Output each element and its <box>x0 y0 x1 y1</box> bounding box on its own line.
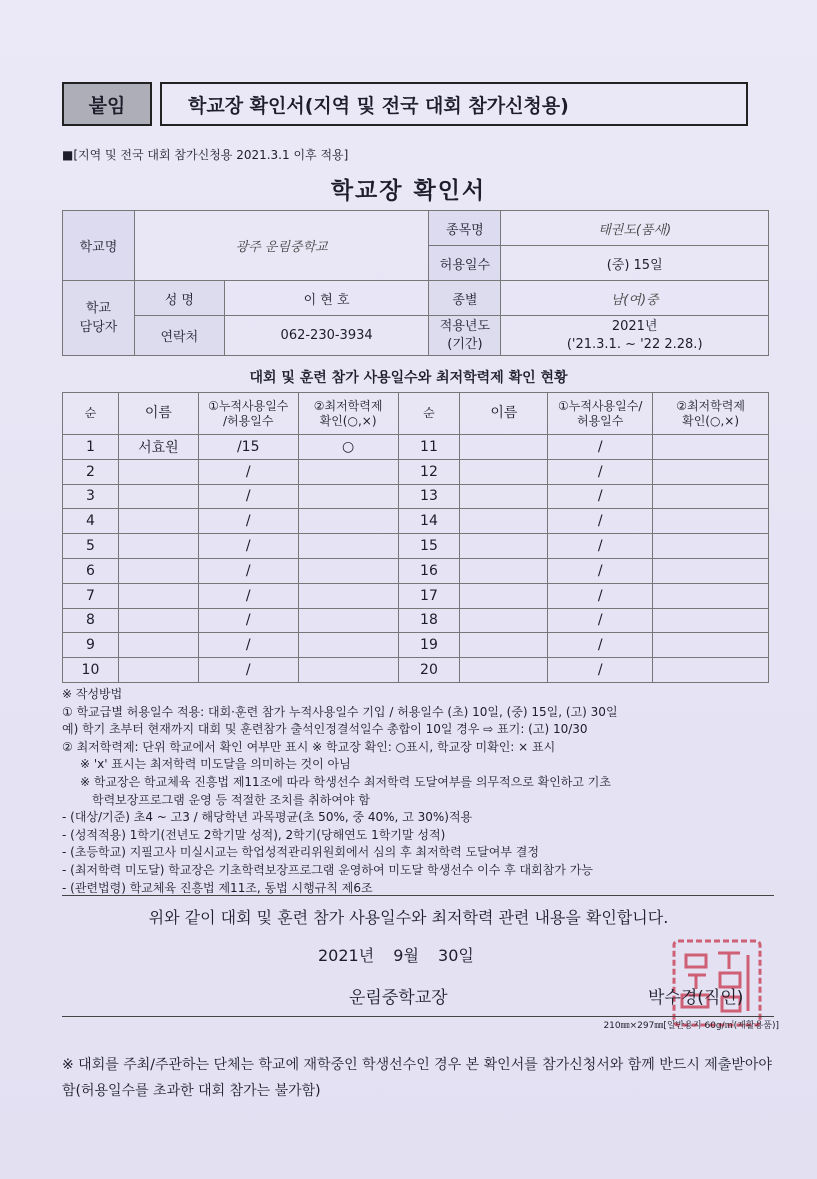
student-name <box>118 583 198 608</box>
date-month: 9월 <box>393 946 419 965</box>
school-info-table <box>62 210 769 356</box>
col-header-name-2: 이름 <box>460 393 548 435</box>
table-row <box>63 658 769 683</box>
row-number: 1 <box>63 435 119 460</box>
academic-check <box>653 484 769 509</box>
row-number: 16 <box>398 558 460 583</box>
paper-size-note: 210㎜×297㎜[일반용지 60g/㎡(재활용품)] <box>603 1021 779 1031</box>
days-used: / <box>548 558 653 583</box>
document-header-title: 학교장 확인서(지역 및 전국 대회 참가신청용) <box>160 82 748 126</box>
student-name <box>460 633 548 658</box>
academic-check <box>653 558 769 583</box>
table-row <box>63 509 769 534</box>
academic-check <box>653 658 769 683</box>
student-name: 서효원 <box>118 435 198 460</box>
applicability-note: ■[지역 및 전국 대회 참가신청용 2021.3.1 이후 적용] <box>62 148 349 162</box>
days-used: / <box>548 459 653 484</box>
row-number: 10 <box>63 658 119 683</box>
row-number: 7 <box>63 583 119 608</box>
days-used: / <box>198 534 298 559</box>
academic-check <box>298 658 398 683</box>
days-used: / <box>198 608 298 633</box>
row-number: 11 <box>398 435 460 460</box>
academic-check <box>653 633 769 658</box>
school-label: 학교명 <box>63 211 135 281</box>
row-number: 17 <box>398 583 460 608</box>
table-row <box>63 633 769 658</box>
table-row <box>63 558 769 583</box>
days-used: / <box>198 558 298 583</box>
year-cell <box>501 316 769 356</box>
attachment-label: 붙임 <box>62 82 152 126</box>
row-number: 5 <box>63 534 119 559</box>
school-head-title: 운림중학교장 <box>349 988 448 1008</box>
academic-check <box>298 534 398 559</box>
academic-check <box>298 459 398 484</box>
student-name <box>460 583 548 608</box>
student-name <box>118 633 198 658</box>
days-used: / <box>548 658 653 683</box>
event-label: 종목명 <box>429 211 501 246</box>
instruction-line: - (대상/기준) 초4 ~ 고3 / 해당학년 과목평균(초 50%, 중 40%, 고 30%)적용 <box>62 810 473 825</box>
student-name <box>118 509 198 534</box>
academic-check <box>298 558 398 583</box>
col-header-days-2: ①누적사용일수/ 허용일수 <box>548 393 653 435</box>
academic-check <box>298 608 398 633</box>
col-header-check-2: ②최저학력제 확인(○,×) <box>653 393 769 435</box>
confirmation-statement: 위와 같이 대회 및 훈련 참가 사용일수와 최저학력 관련 내용을 확인합니다. <box>148 908 669 927</box>
row-number: 9 <box>63 633 119 658</box>
instruction-line: - (관련법령) 학교체육 진흥법 제11조, 동법 시행규칙 제6조 <box>62 880 373 895</box>
category-value: 남(여)중 <box>501 281 769 316</box>
days-used: / <box>198 509 298 534</box>
academic-check <box>298 583 398 608</box>
instruction-line: - (초등학교) 지필고사 미실시교는 학업성적관리위원회에서 심의 후 최저학력 도달여부 결정 <box>62 845 539 860</box>
year-period: ('21.3.1. ~ '22 2.28.) <box>566 336 703 352</box>
footer-notice: ※ 대회를 주최/주관하는 단체는 학교에 재학중인 학생선수인 경우 본 확인서를 참가신청서와 함께 반드시 제출받아야 함(허용일수를 초과한 대회 참가는 불가함) <box>62 1057 772 1099</box>
usage-check-table <box>62 392 769 683</box>
date-day: 30일 <box>438 946 474 965</box>
col-header-days: ①누적사용일수 /허용일수 <box>198 393 298 435</box>
instruction-line: ① 학교급별 허용일수 적용: 대회·훈련 참가 누적사용일수 기입 / 허용일수 (초) 10일, (중) 15일, (고) 30일 <box>62 704 618 719</box>
col-header-check: ②최저학력제 확인(○,×) <box>298 393 398 435</box>
allowed-days-label: 허용일수 <box>429 246 501 281</box>
days-used: / <box>198 583 298 608</box>
contact-label: 연락처 <box>134 316 224 356</box>
days-used: / <box>198 484 298 509</box>
days-used: / <box>548 435 653 460</box>
row-number: 14 <box>398 509 460 534</box>
col-header-name: 이름 <box>118 393 198 435</box>
instruction-line: 학력보장프로그램 운영 등 적절한 조치를 취하여야 함 <box>92 792 370 807</box>
row-number: 2 <box>63 459 119 484</box>
section-title: 대회 및 훈련 참가 사용일수와 최저학력제 확인 현황 <box>249 370 568 386</box>
days-used: / <box>548 534 653 559</box>
name-label: 성 명 <box>134 281 224 316</box>
student-name <box>460 509 548 534</box>
academic-check <box>653 435 769 460</box>
table-row <box>63 608 769 633</box>
row-number: 15 <box>398 534 460 559</box>
academic-check <box>653 534 769 559</box>
instruction-line: - (최저학력 미도달) 학교장은 기초학력보장프로그램 운영하여 미도달 학생선수 이수 후 대회참가 가능 <box>62 862 593 877</box>
student-name <box>118 459 198 484</box>
event-value: 태권도(품새) <box>501 211 769 246</box>
year-value: 2021년 <box>611 318 658 334</box>
allowed-days-value: (중) 15일 <box>501 246 769 281</box>
instruction-line: 예) 학기 초부터 현재까지 대회 및 훈련참가 출석인정결석일수 총합이 10일 경우 ⇨ 표기: (고) 10/30 <box>62 722 588 737</box>
name-value: 이 현 호 <box>224 281 429 316</box>
student-name <box>118 608 198 633</box>
row-number: 4 <box>63 509 119 534</box>
instruction-line: ※ 작성방법 <box>62 687 123 701</box>
row-number: 12 <box>398 459 460 484</box>
days-used: / <box>198 633 298 658</box>
student-name <box>460 435 548 460</box>
table-row <box>63 534 769 559</box>
col-header-no: 순 <box>63 393 119 435</box>
school-value: 광주 운림중학교 <box>134 211 429 281</box>
table-header-row <box>63 393 769 435</box>
academic-check <box>298 484 398 509</box>
student-name <box>460 608 548 633</box>
year-label: 적용년도 (기간) <box>429 316 501 356</box>
student-name <box>460 484 548 509</box>
student-name <box>118 484 198 509</box>
instructions <box>62 686 774 897</box>
days-used: / <box>548 583 653 608</box>
days-used: / <box>548 509 653 534</box>
row-number: 19 <box>398 633 460 658</box>
student-name <box>460 658 548 683</box>
col-header-no-2: 순 <box>398 393 460 435</box>
row-number: 13 <box>398 484 460 509</box>
academic-check: ○ <box>298 435 398 460</box>
academic-check <box>653 509 769 534</box>
row-number: 20 <box>398 658 460 683</box>
signature-date <box>318 943 474 966</box>
manager-label: 학교 담당자 <box>63 281 135 356</box>
contact-value: 062-230-3934 <box>224 316 429 356</box>
academic-check <box>298 509 398 534</box>
instruction-line: ※ 'x' 표시는 최저학력 미도달을 의미하는 것이 아님 <box>80 757 351 772</box>
table-row <box>63 484 769 509</box>
row-number: 18 <box>398 608 460 633</box>
academic-check <box>298 633 398 658</box>
row-number: 3 <box>63 484 119 509</box>
student-name <box>460 558 548 583</box>
category-label: 종별 <box>429 281 501 316</box>
instruction-line: ※ 학교장은 학교체육 진흥법 제11조에 따라 학생선수 최저학력 도달여부를 의무적으로 확인하고 기초 <box>80 774 611 789</box>
table-row <box>63 459 769 484</box>
row-number: 8 <box>63 608 119 633</box>
days-used: /15 <box>198 435 298 460</box>
days-used: / <box>548 484 653 509</box>
days-used: / <box>548 633 653 658</box>
student-name <box>118 658 198 683</box>
instruction-line: - (성적적용) 1학기(전년도 2학기말 성적), 2학기(당해연도 1학기말 성적) <box>62 827 446 842</box>
academic-check <box>653 608 769 633</box>
instruction-line: ② 최저학력제: 단위 학교에서 확인 여부만 표시 ※ 학교장 확인: ○표시, 학교장 미확인: × 표시 <box>62 739 556 754</box>
academic-check <box>653 459 769 484</box>
days-used: / <box>198 658 298 683</box>
student-name <box>118 534 198 559</box>
page-title: 학교장 확인서 <box>330 178 487 204</box>
table-row <box>63 583 769 608</box>
principal-signature: 박수경(직인) <box>648 988 744 1008</box>
divider <box>62 895 774 896</box>
days-used: / <box>198 459 298 484</box>
table-row <box>63 435 769 460</box>
divider-2 <box>62 1016 774 1017</box>
date-year: 2021년 <box>318 946 375 965</box>
student-name <box>460 534 548 559</box>
student-name <box>118 558 198 583</box>
student-name <box>460 459 548 484</box>
days-used: / <box>548 608 653 633</box>
row-number: 6 <box>63 558 119 583</box>
academic-check <box>653 583 769 608</box>
